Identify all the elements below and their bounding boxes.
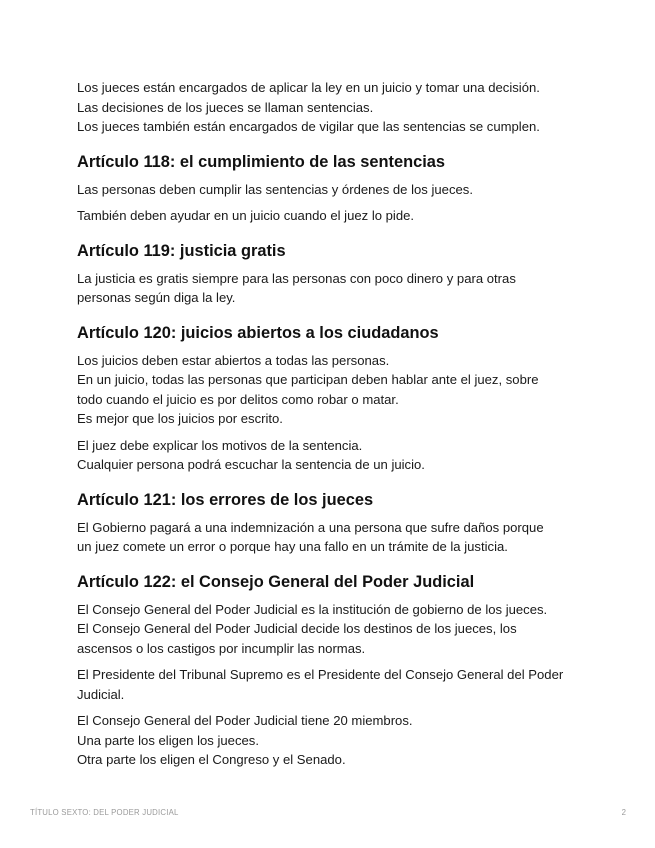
text-line: El Consejo General del Poder Judicial tiene 20 miembros. [77, 713, 413, 728]
article-119 [77, 241, 597, 308]
article-heading: Artículo 121: los errores de los jueces [77, 490, 374, 509]
article-paragraph [77, 269, 597, 308]
text-line: El Consejo General del Poder Judicial es la institución de gobierno de los jueces. [77, 601, 548, 617]
text-line: todo cuando el juicio es por delitos como robar o matar. [77, 391, 399, 407]
article-paragraph [77, 351, 597, 429]
text-line: Las personas deben cumplir las sentencias y órdenes de los jueces. [77, 181, 473, 197]
text-line: Las decisiones de los jueces se llaman sentencias. [77, 99, 374, 115]
article-paragraph [77, 180, 597, 200]
text-line: un juez comete un error o porque hay una fallo en un trámite de la justicia. [77, 539, 508, 554]
article-heading: Artículo 120: juicios abiertos a los ciudadanos [77, 323, 439, 342]
text-line: Otra parte los eligen el Congreso y el Senado. [77, 752, 346, 767]
article-118 [77, 152, 597, 226]
text-line: El juez debe explicar los motivos de la sentencia. [77, 437, 363, 453]
article-heading: Artículo 119: justicia gratis [77, 241, 286, 260]
text-line: Judicial. [77, 686, 125, 702]
article-paragraph [77, 206, 597, 226]
text-line: personas según diga la ley. [77, 290, 236, 305]
text-line: ascensos o los castigos por incumplir las normas. [77, 640, 366, 656]
text-line: Cualquier persona podrá escuchar la sentencia de un juicio. [77, 457, 425, 472]
article-paragraph [77, 518, 597, 557]
page-content [77, 78, 597, 777]
article-paragraph [77, 711, 597, 770]
text-line: El Gobierno pagará a una indemnización a una persona que sufre daños porque [77, 519, 544, 535]
page-number: 2 [621, 808, 626, 817]
text-line: Los jueces están encargados de aplicar la ley en un juicio y tomar una decisión. [77, 80, 540, 95]
text-line: En un juicio, todas las personas que participan deben hablar ante el juez, sobre [77, 372, 539, 387]
text-line: También deben ayudar en un juicio cuando el juez lo pide. [77, 208, 415, 223]
text-line: La justicia es gratis siempre para las personas con poco dinero y para otras [77, 270, 516, 286]
article-122 [77, 572, 597, 770]
text-line: Los jueces también están encargados de vigilar que las sentencias se cumplen. [77, 119, 540, 134]
text-line: Los juicios deben estar abiertos a todas las personas. [77, 352, 390, 368]
article-121 [77, 490, 597, 557]
text-line: Una parte los eligen los jueces. [77, 732, 259, 748]
article-paragraph [77, 600, 597, 659]
article-heading: Artículo 118: el cumplimiento de las sentencias [77, 152, 446, 171]
text-line: El Presidente del Tribunal Supremo es el Presidente del Consejo General del Poder [77, 667, 564, 682]
article-paragraph [77, 665, 597, 704]
article-120 [77, 323, 597, 475]
article-paragraph [77, 436, 597, 475]
footer-section-title: TÍTULO SEXTO: DEL PODER JUDICIAL [30, 808, 179, 817]
text-line: Es mejor que los juicios por escrito. [77, 411, 283, 426]
text-line: El Consejo General del Poder Judicial decide los destinos de los jueces, los [77, 621, 517, 636]
intro-paragraph [77, 78, 597, 137]
article-heading: Artículo 122: el Consejo General del Poder Judicial [77, 572, 475, 591]
